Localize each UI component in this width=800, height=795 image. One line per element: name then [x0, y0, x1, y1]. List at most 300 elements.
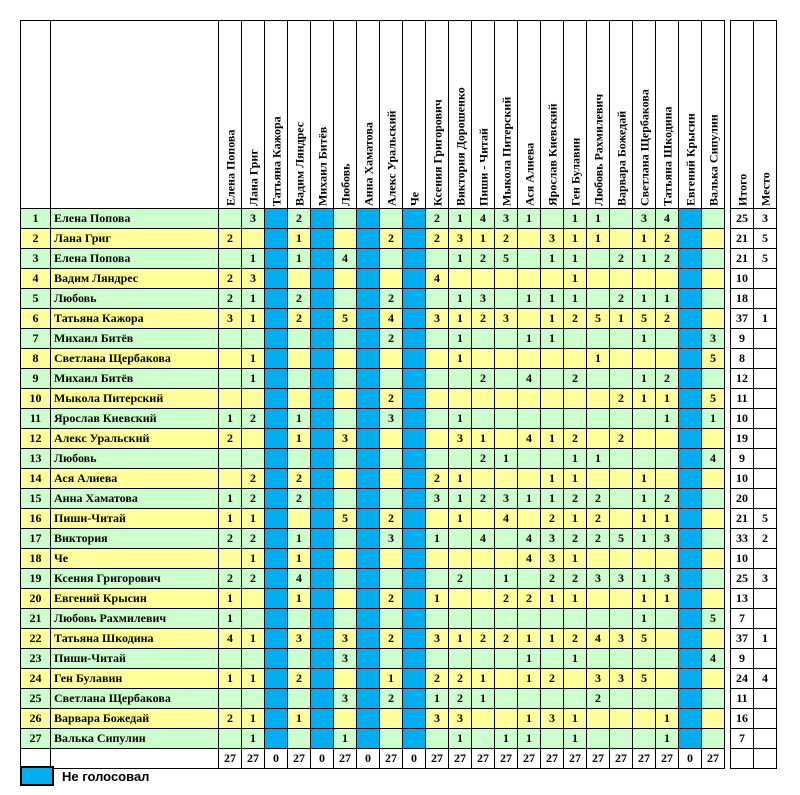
vote-cell: [518, 689, 541, 709]
vote-cell: [449, 649, 472, 669]
vote-cell: 1: [288, 709, 311, 729]
table-row: [21, 629, 777, 649]
not-voted-cell: [357, 349, 380, 369]
row-number: 2: [21, 229, 51, 249]
vote-cell: [334, 609, 357, 629]
table-row: [21, 309, 777, 329]
total-cell: 27: [472, 749, 495, 769]
vote-cell: 1: [449, 489, 472, 509]
vote-cell: 1: [449, 509, 472, 529]
not-voted-cell: [265, 449, 288, 469]
vote-cell: 1: [541, 289, 564, 309]
vote-cell: [219, 389, 242, 409]
mesto-cell: 1: [754, 629, 777, 649]
vote-cell: [518, 229, 541, 249]
vote-cell: 3: [702, 329, 725, 349]
mesto-cell: [754, 369, 777, 389]
vote-cell: 1: [587, 449, 610, 469]
not-voted-cell: [403, 689, 426, 709]
vote-cell: 2: [380, 329, 403, 349]
row-name: Алекс Уральский: [51, 429, 219, 449]
vote-cell: 1: [219, 509, 242, 529]
vote-cell: 1: [449, 309, 472, 329]
itog-cell: 7: [731, 609, 754, 629]
row-number: 6: [21, 309, 51, 329]
vote-cell: [242, 229, 265, 249]
vote-cell: [334, 569, 357, 589]
vote-cell: [472, 389, 495, 409]
row-name: Светлана Щербакова: [51, 689, 219, 709]
not-voted-cell: [311, 209, 334, 229]
vote-cell: [380, 569, 403, 589]
vote-cell: [656, 429, 679, 449]
vote-cell: 1: [288, 249, 311, 269]
not-voted-cell: [265, 249, 288, 269]
vote-cell: 1: [656, 409, 679, 429]
vote-cell: [610, 209, 633, 229]
vote-cell: 1: [288, 429, 311, 449]
vote-cell: 1: [242, 549, 265, 569]
total-cell: 0: [403, 749, 426, 769]
row-name: Варвара Божедай: [51, 709, 219, 729]
not-voted-cell: [311, 509, 334, 529]
vote-cell: 1: [564, 289, 587, 309]
vote-cell: [334, 209, 357, 229]
row-name: Татьяна Кажора: [51, 309, 219, 329]
vote-cell: [633, 649, 656, 669]
vote-cell: [610, 549, 633, 569]
vote-cell: 1: [449, 729, 472, 749]
not-voted-cell: [403, 469, 426, 489]
vote-cell: 3: [242, 209, 265, 229]
vote-cell: 4: [380, 309, 403, 329]
vote-cell: 4: [518, 429, 541, 449]
vote-cell: [495, 329, 518, 349]
vote-cell: [495, 429, 518, 449]
vote-cell: 1: [633, 329, 656, 349]
vote-cell: [219, 349, 242, 369]
vote-cell: 1: [633, 609, 656, 629]
vote-cell: [219, 729, 242, 749]
vote-cell: [472, 269, 495, 289]
row-name: Евгений Крысин: [51, 589, 219, 609]
row-number: 10: [21, 389, 51, 409]
row-number: 11: [21, 409, 51, 429]
column-header: Татьяна Кажора: [265, 21, 288, 209]
vote-cell: 2: [426, 669, 449, 689]
vote-cell: [334, 449, 357, 469]
vote-cell: [380, 549, 403, 569]
vote-cell: [334, 529, 357, 549]
not-voted-cell: [679, 289, 702, 309]
not-voted-cell: [311, 449, 334, 469]
total-cell: 27: [656, 749, 679, 769]
vote-cell: [288, 329, 311, 349]
vote-cell: [702, 709, 725, 729]
vote-cell: [472, 649, 495, 669]
vote-cell: [587, 469, 610, 489]
vote-cell: [518, 349, 541, 369]
vote-cell: 2: [219, 289, 242, 309]
vote-cell: [334, 229, 357, 249]
not-voted-cell: [265, 329, 288, 349]
not-voted-cell: [311, 429, 334, 449]
vote-cell: [610, 729, 633, 749]
vote-cell: [702, 469, 725, 489]
row-number: 20: [21, 589, 51, 609]
vote-cell: [610, 709, 633, 729]
not-voted-cell: [679, 249, 702, 269]
vote-cell: 1: [518, 289, 541, 309]
vote-cell: [426, 409, 449, 429]
total-cell: 27: [380, 749, 403, 769]
vote-cell: 1: [518, 209, 541, 229]
vote-cell: [426, 729, 449, 749]
mesto-cell: [754, 549, 777, 569]
vote-cell: [564, 609, 587, 629]
row-name: Мыкола Питерский: [51, 389, 219, 409]
vote-cell: 2: [288, 669, 311, 689]
vote-cell: 4: [702, 449, 725, 469]
column-header: Елена Попова: [219, 21, 242, 209]
mesto-cell: 1: [754, 309, 777, 329]
not-voted-cell: [357, 269, 380, 289]
vote-cell: [587, 389, 610, 409]
table-row: [21, 509, 777, 529]
row-name: Ген Булавин: [51, 669, 219, 689]
row-number: 15: [21, 489, 51, 509]
vote-cell: [449, 609, 472, 629]
mesto-cell: [754, 409, 777, 429]
total-cell: 27: [288, 749, 311, 769]
not-voted-cell: [357, 709, 380, 729]
vote-cell: [541, 729, 564, 749]
vote-cell: [380, 249, 403, 269]
vote-cell: 2: [656, 249, 679, 269]
not-voted-cell: [265, 289, 288, 309]
not-voted-cell: [403, 249, 426, 269]
row-name: Светлана Щербакова: [51, 349, 219, 369]
vote-cell: [633, 429, 656, 449]
not-voted-cell: [357, 729, 380, 749]
vote-cell: 2: [219, 569, 242, 589]
vote-cell: 1: [495, 569, 518, 589]
total-cell: 27: [495, 749, 518, 769]
not-voted-cell: [265, 309, 288, 329]
vote-cell: 3: [449, 709, 472, 729]
vote-cell: 1: [449, 629, 472, 649]
vote-cell: [656, 349, 679, 369]
total-cell: 27: [426, 749, 449, 769]
vote-cell: 4: [702, 649, 725, 669]
vote-cell: [656, 269, 679, 289]
not-voted-cell: [265, 569, 288, 589]
mesto-cell: [754, 349, 777, 369]
vote-cell: 2: [380, 589, 403, 609]
itog-cell: 20: [731, 489, 754, 509]
row-number: 23: [21, 649, 51, 669]
vote-cell: [702, 209, 725, 229]
vote-cell: [334, 389, 357, 409]
vote-cell: 1: [564, 449, 587, 469]
column-header: Любовь: [334, 21, 357, 209]
vote-cell: [380, 349, 403, 369]
column-header: Ген Булавин: [564, 21, 587, 209]
vote-cell: [472, 549, 495, 569]
vote-cell: 2: [380, 629, 403, 649]
vote-cell: [587, 269, 610, 289]
vote-cell: [288, 369, 311, 389]
vote-cell: [334, 669, 357, 689]
vote-cell: [495, 609, 518, 629]
header-row: [21, 21, 777, 209]
vote-cell: [610, 269, 633, 289]
mesto-cell: 3: [754, 209, 777, 229]
vote-cell: [334, 329, 357, 349]
vote-cell: 1: [633, 389, 656, 409]
not-voted-cell: [679, 309, 702, 329]
vote-cell: [702, 569, 725, 589]
total-cell: 27: [702, 749, 725, 769]
mesto-cell: [754, 589, 777, 609]
row-name: Лана Григ: [51, 229, 219, 249]
not-voted-cell: [357, 229, 380, 249]
mesto-cell: [754, 429, 777, 449]
not-voted-cell: [357, 489, 380, 509]
vote-cell: 1: [288, 409, 311, 429]
table-row: [21, 729, 777, 749]
not-voted-cell: [357, 649, 380, 669]
vote-cell: 2: [495, 229, 518, 249]
vote-cell: [587, 649, 610, 669]
vote-cell: 3: [426, 309, 449, 329]
vote-cell: [426, 549, 449, 569]
not-voted-cell: [357, 609, 380, 629]
vote-cell: [610, 349, 633, 369]
itog-cell: 8: [731, 349, 754, 369]
not-voted-cell: [679, 389, 702, 409]
vote-cell: 3: [219, 309, 242, 329]
row-number: 14: [21, 469, 51, 489]
not-voted-cell: [311, 569, 334, 589]
vote-cell: 3: [633, 209, 656, 229]
vote-cell: 5: [702, 389, 725, 409]
vote-cell: [380, 429, 403, 449]
vote-cell: 2: [242, 569, 265, 589]
vote-cell: 2: [288, 309, 311, 329]
column-header: Вадим Ляндрес: [288, 21, 311, 209]
column-header: Мыкола Питерский: [495, 21, 518, 209]
vote-cell: 1: [242, 509, 265, 529]
vote-cell: [518, 609, 541, 629]
vote-cell: [633, 449, 656, 469]
vote-cell: [541, 609, 564, 629]
vote-cell: 1: [380, 669, 403, 689]
vote-cell: 1: [242, 309, 265, 329]
vote-cell: [702, 369, 725, 389]
table-row: [21, 649, 777, 669]
total-cell: 27: [564, 749, 587, 769]
vote-cell: [288, 649, 311, 669]
not-voted-cell: [311, 229, 334, 249]
not-voted-cell: [403, 209, 426, 229]
vote-cell: 1: [288, 589, 311, 609]
not-voted-cell: [403, 669, 426, 689]
vote-cell: 5: [587, 309, 610, 329]
not-voted-cell: [357, 629, 380, 649]
vote-cell: 4: [518, 549, 541, 569]
vote-cell: [564, 329, 587, 349]
vote-cell: 1: [219, 489, 242, 509]
vote-cell: 3: [610, 569, 633, 589]
vote-cell: [656, 469, 679, 489]
vote-cell: [702, 289, 725, 309]
vote-cell: 1: [242, 729, 265, 749]
vote-cell: 2: [426, 209, 449, 229]
vote-cell: [219, 449, 242, 469]
not-voted-cell: [679, 409, 702, 429]
table-row: [21, 489, 777, 509]
vote-cell: 3: [472, 289, 495, 309]
row-number: 9: [21, 369, 51, 389]
vote-cell: 1: [219, 409, 242, 429]
total-cell: 27: [334, 749, 357, 769]
row-name: Михаил Битёв: [51, 369, 219, 389]
not-voted-cell: [679, 709, 702, 729]
vote-cell: [288, 729, 311, 749]
vote-cell: 2: [564, 429, 587, 449]
vote-cell: 2: [518, 589, 541, 609]
vote-cell: 3: [449, 429, 472, 449]
vote-cell: 2: [380, 389, 403, 409]
vote-cell: [495, 409, 518, 429]
not-voted-cell: [357, 389, 380, 409]
vote-cell: 5: [334, 509, 357, 529]
vote-cell: 1: [219, 669, 242, 689]
itog-cell: 25: [731, 209, 754, 229]
vote-cell: [656, 649, 679, 669]
not-voted-cell: [679, 669, 702, 689]
vote-cell: 4: [426, 269, 449, 289]
not-voted-cell: [403, 629, 426, 649]
vote-cell: 2: [564, 529, 587, 549]
vote-cell: [495, 669, 518, 689]
total-cell: 0: [357, 749, 380, 769]
vote-cell: 1: [495, 449, 518, 469]
vote-cell: 1: [472, 429, 495, 449]
mesto-header: Место: [754, 21, 777, 209]
vote-cell: 1: [449, 469, 472, 489]
vote-cell: [242, 689, 265, 709]
vote-cell: [242, 429, 265, 449]
vote-cell: 3: [495, 209, 518, 229]
vote-cell: 1: [541, 329, 564, 349]
vote-cell: [610, 329, 633, 349]
vote-cell: [334, 589, 357, 609]
vote-cell: 2: [656, 229, 679, 249]
vote-cell: 2: [564, 369, 587, 389]
row-number: 21: [21, 609, 51, 629]
not-voted-cell: [265, 609, 288, 629]
row-number: 27: [21, 729, 51, 749]
vote-cell: 3: [380, 409, 403, 429]
vote-cell: 2: [541, 509, 564, 529]
vote-cell: 2: [380, 289, 403, 309]
vote-cell: 1: [449, 349, 472, 369]
vote-cell: [426, 649, 449, 669]
vote-cell: 5: [633, 309, 656, 329]
vote-cell: 1: [219, 609, 242, 629]
vote-cell: [472, 729, 495, 749]
vote-cell: 5: [702, 609, 725, 629]
not-voted-cell: [265, 709, 288, 729]
not-voted-cell: [311, 629, 334, 649]
vote-cell: 1: [518, 649, 541, 669]
vote-cell: 1: [633, 249, 656, 269]
not-voted-cell: [679, 729, 702, 749]
vote-cell: [495, 269, 518, 289]
column-header: Варвара Божедай: [610, 21, 633, 209]
not-voted-cell: [311, 249, 334, 269]
vote-cell: 1: [541, 469, 564, 489]
itog-cell: 12: [731, 369, 754, 389]
vote-cell: [587, 289, 610, 309]
table-row: [21, 289, 777, 309]
vote-cell: 4: [587, 629, 610, 649]
total-cell: 0: [679, 749, 702, 769]
vote-cell: 1: [633, 469, 656, 489]
row-number: 18: [21, 549, 51, 569]
itog-cell: 11: [731, 689, 754, 709]
totals-empty-cell: [731, 749, 754, 769]
vote-cell: [587, 709, 610, 729]
vote-cell: 1: [288, 529, 311, 549]
vote-cell: 3: [426, 489, 449, 509]
not-voted-cell: [679, 689, 702, 709]
total-cell: 27: [449, 749, 472, 769]
vote-cell: [495, 469, 518, 489]
row-number: 24: [21, 669, 51, 689]
row-number: 13: [21, 449, 51, 469]
vote-cell: 3: [656, 569, 679, 589]
vote-cell: [656, 669, 679, 689]
vote-cell: [633, 409, 656, 429]
row-number: 26: [21, 709, 51, 729]
vote-cell: 1: [564, 729, 587, 749]
table-row: [21, 549, 777, 569]
not-voted-cell: [357, 469, 380, 489]
vote-cell: [334, 489, 357, 509]
not-voted-cell: [311, 729, 334, 749]
row-name: Виктория: [51, 529, 219, 549]
row-number: 7: [21, 329, 51, 349]
not-voted-cell: [403, 289, 426, 309]
vote-cell: 1: [449, 289, 472, 309]
not-voted-cell: [403, 429, 426, 449]
legend: [20, 765, 149, 787]
vote-cell: [541, 349, 564, 369]
vote-cell: [472, 709, 495, 729]
vote-cell: 1: [564, 709, 587, 729]
row-name: Пиши-Читай: [51, 509, 219, 529]
vote-cell: 3: [449, 229, 472, 249]
vote-cell: 1: [564, 549, 587, 569]
vote-cell: [449, 449, 472, 469]
not-voted-cell: [679, 649, 702, 669]
vote-cell: [541, 649, 564, 669]
vote-cell: 2: [219, 229, 242, 249]
vote-cell: 5: [495, 249, 518, 269]
